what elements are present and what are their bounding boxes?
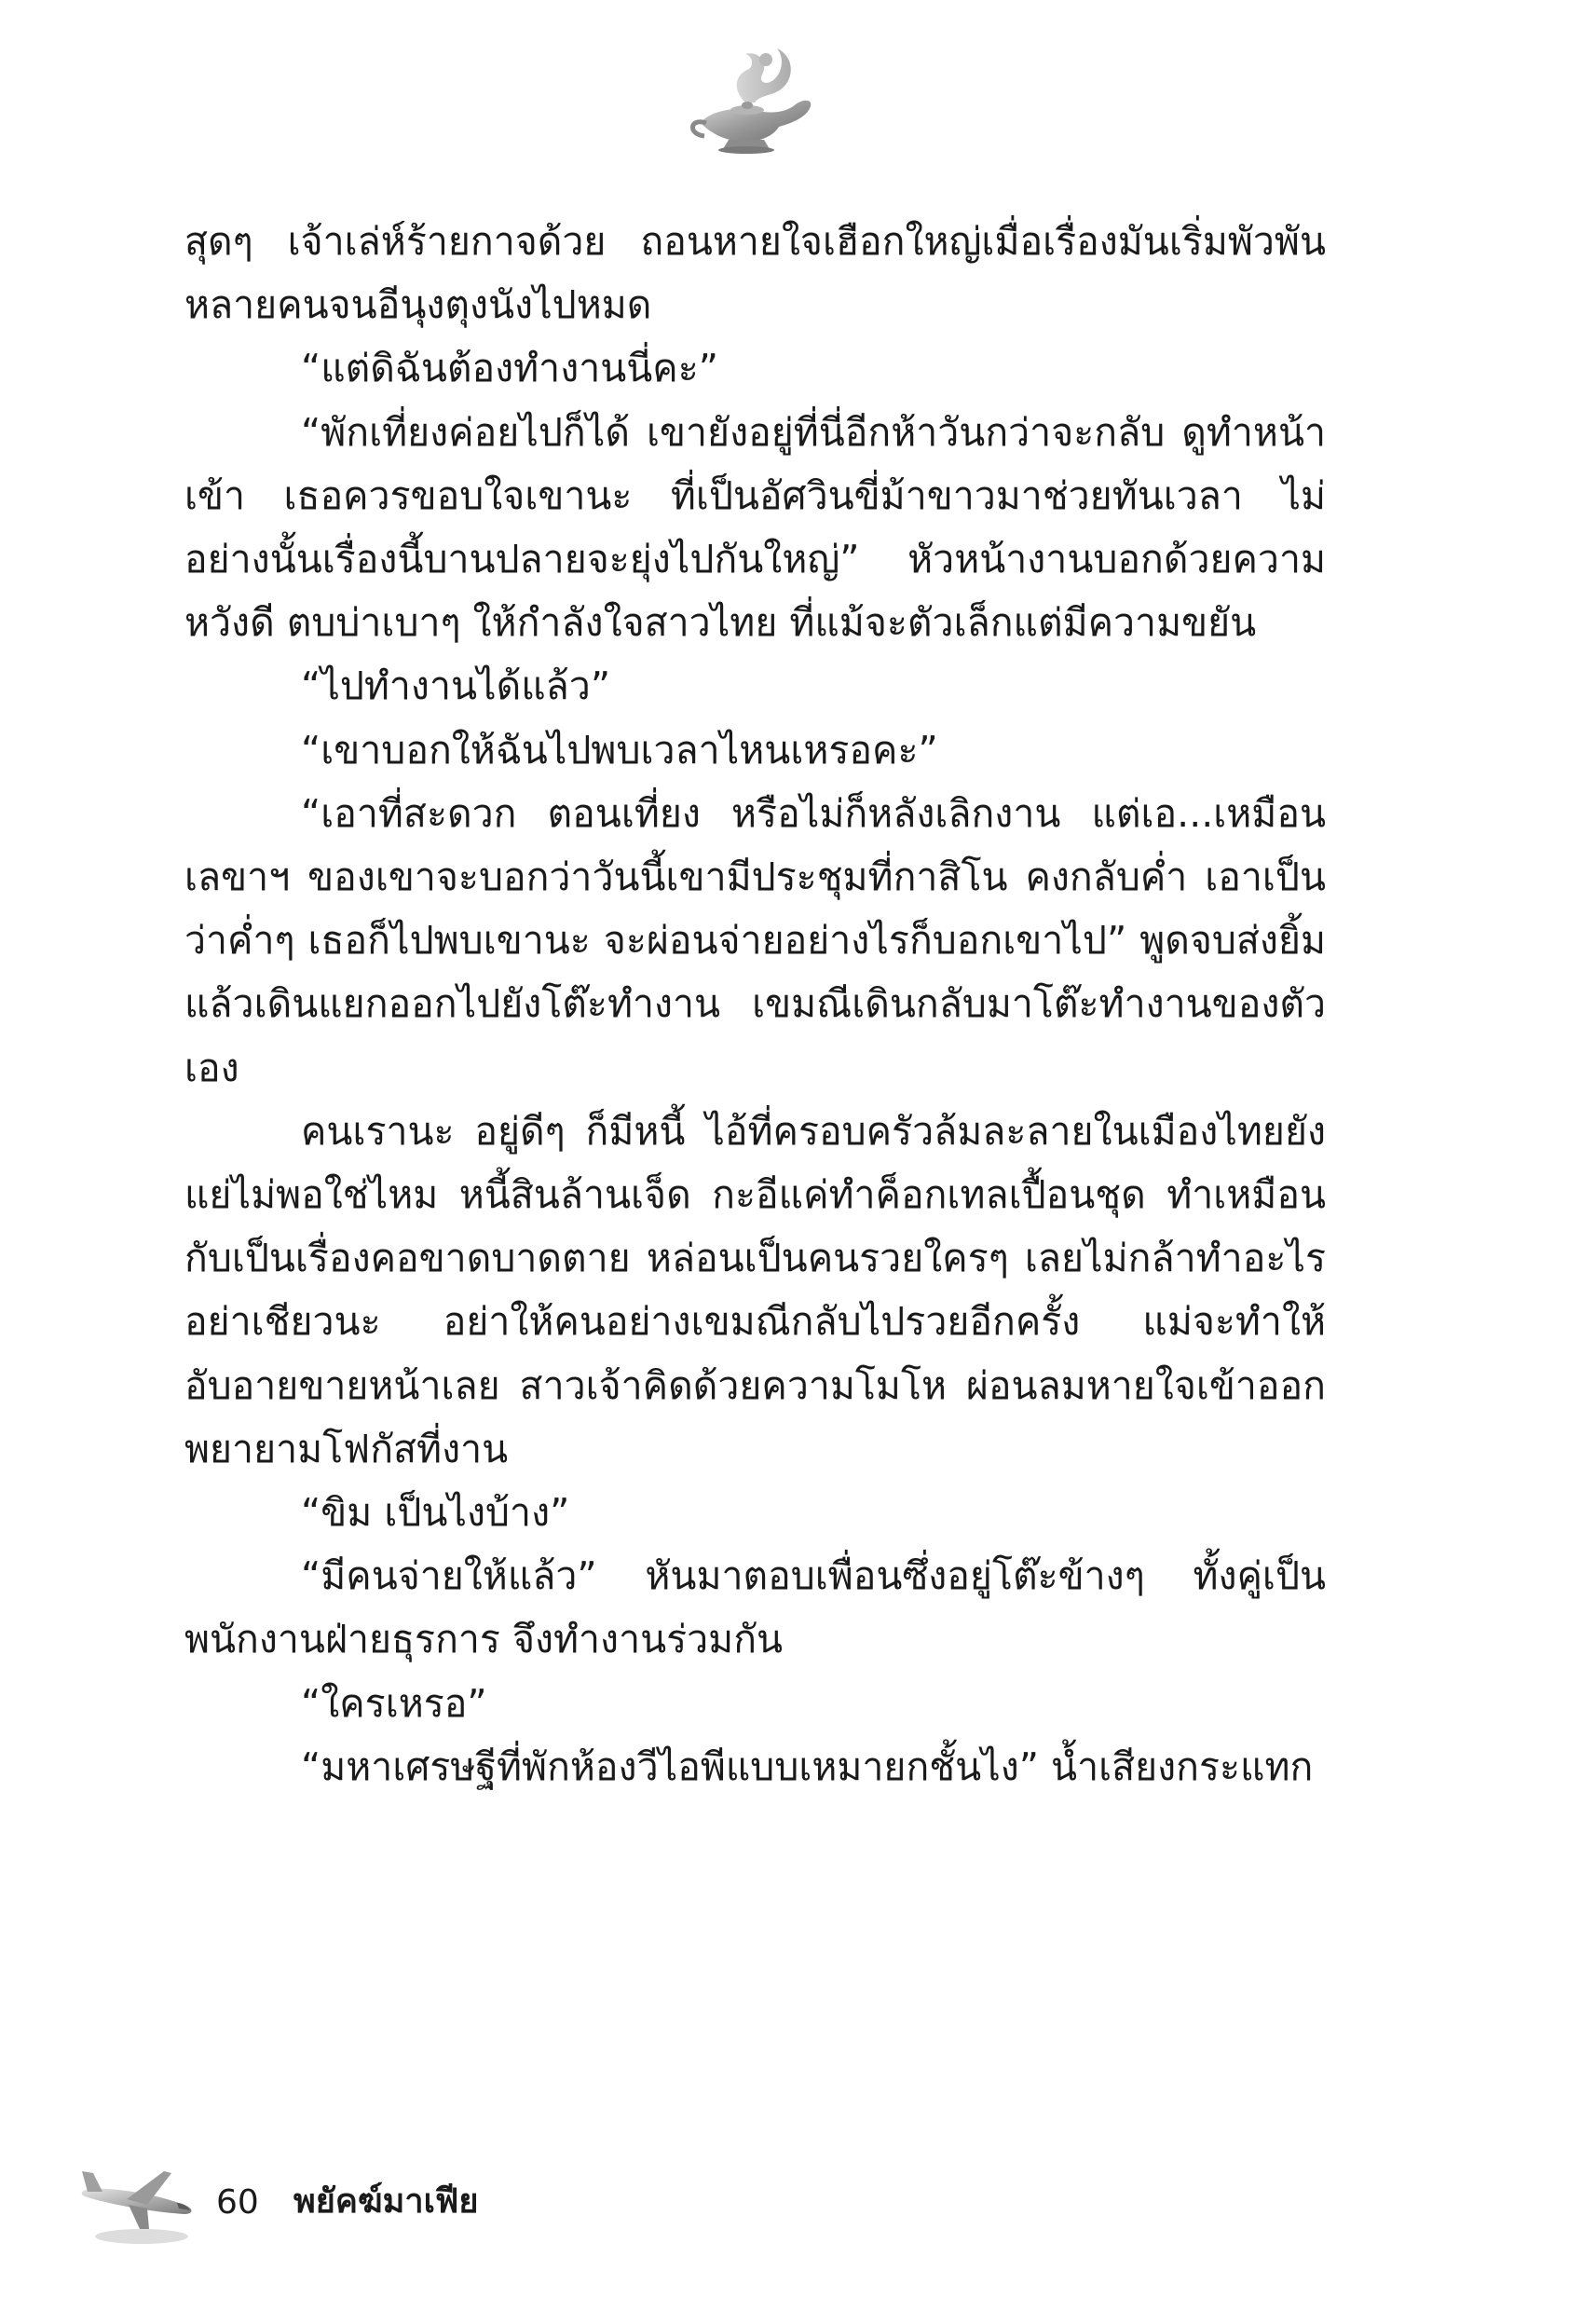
page-footer: [75, 2143, 727, 2264]
airplane-icon: [75, 2143, 205, 2255]
paragraph: “มหาเศรษฐีที่พักห้องวีไอพีแบบเหมายกชั้นไง” น้ำเสียงกระแทก: [301, 1744, 1314, 1789]
paragraph: “เอาที่สะดวก ตอนเที่ยง หรือไม่ก็หลังเลิกงาน แต่เอ...เหมือนเลขาฯ ของเขาจะบอกว่าวันนี้เขามีประชุมที่กาสิโน คงกลับค่ำ เอาเป็นว่าค่ำๆ เธอก็ไปพบเขานะ จะผ่อนจ่ายอย่างไรก็บอกเขาไป” พูดจบส่งยิ้มแล้วเดินแยกออกไปยังโต๊ะทำงาน เขมณีเดินกลับมาโต๊ะทำงานของตัวเอง: [184, 790, 1326, 1090]
paragraph: “ไปทำงานได้แล้ว”: [301, 663, 611, 709]
paragraph: “แต่ดิฉันต้องทำงานนี่คะ”: [301, 346, 718, 391]
page-number: 60: [216, 2183, 259, 2222]
paragraph: “เขาบอกให้ฉันไปพบเวลาไหนเหรอคะ”: [301, 727, 938, 773]
paragraph: “ขิม เป็นไงบ้าง”: [301, 1490, 570, 1536]
paragraph: “ใครเหรอ”: [301, 1680, 487, 1726]
genie-lamp-icon: [680, 37, 820, 158]
book-title: พยัคฆ์มาเฟีย: [293, 2182, 479, 2221]
paragraph: สุดๆ เจ้าเล่ห์ร้ายกาจด้วย ถอนหายใจเฮือกใหญ่เมื่อเรื่องมันเริ่มพัวพันหลายคนจนอีนุงตุงนังไปหมด: [184, 219, 1326, 328]
paragraph: “พักเที่ยงค่อยไปก็ได้ เขายังอยู่ที่นี่อีกห้าวันกว่าจะกลับ ดูทำหน้าเข้า เธอควรขอบใจเขานะ ที่เป็นอัศวินขี่ม้าขาวมาช่วยทันเวลา ไม่อย่างนั้นเรื่องนี้บานปลายจะยุ่งไปกันใหญ่” หัวหน้างานบอกด้วยความหวังดี ตบบ่าเบาๆ ให้กำลังใจสาวไทย ที่แม้จะตัวเล็กแต่มีความขยัน: [184, 409, 1326, 646]
paragraph: คนเรานะ อยู่ดีๆ ก็มีหนี้ ไอ้ที่ครอบครัวล้มละลายในเมืองไทยยังแย่ไม่พอใช่ไหม หนี้สินล้านเจ็ด กะอีแค่ทำค็อกเทลเปื้อนชุด ทำเหมือนกับเป็นเรื่องคอขาดบาดตาย หล่อนเป็นคนรวยใครๆ เลยไม่กล้าทำอะไร อย่าเชียวนะ อย่าให้คนอย่างเขมณีกลับไปรวยอีกครั้ง แม่จะทำให้อับอายขายหน้าเลย สาวเจ้าคิดด้วยความโมโห ผ่อนลมหายใจเข้าออก พยายามโฟกัสที่งาน: [184, 1108, 1326, 1471]
page-body: [184, 210, 1326, 1798]
paragraph: “มีคนจ่ายให้แล้ว” หันมาตอบเพื่อนซึ่งอยู่โต๊ะข้างๆ ทั้งคู่เป็นพนักงานฝ่ายธุรการ จึงทำงานร่วมกัน: [184, 1553, 1326, 1662]
